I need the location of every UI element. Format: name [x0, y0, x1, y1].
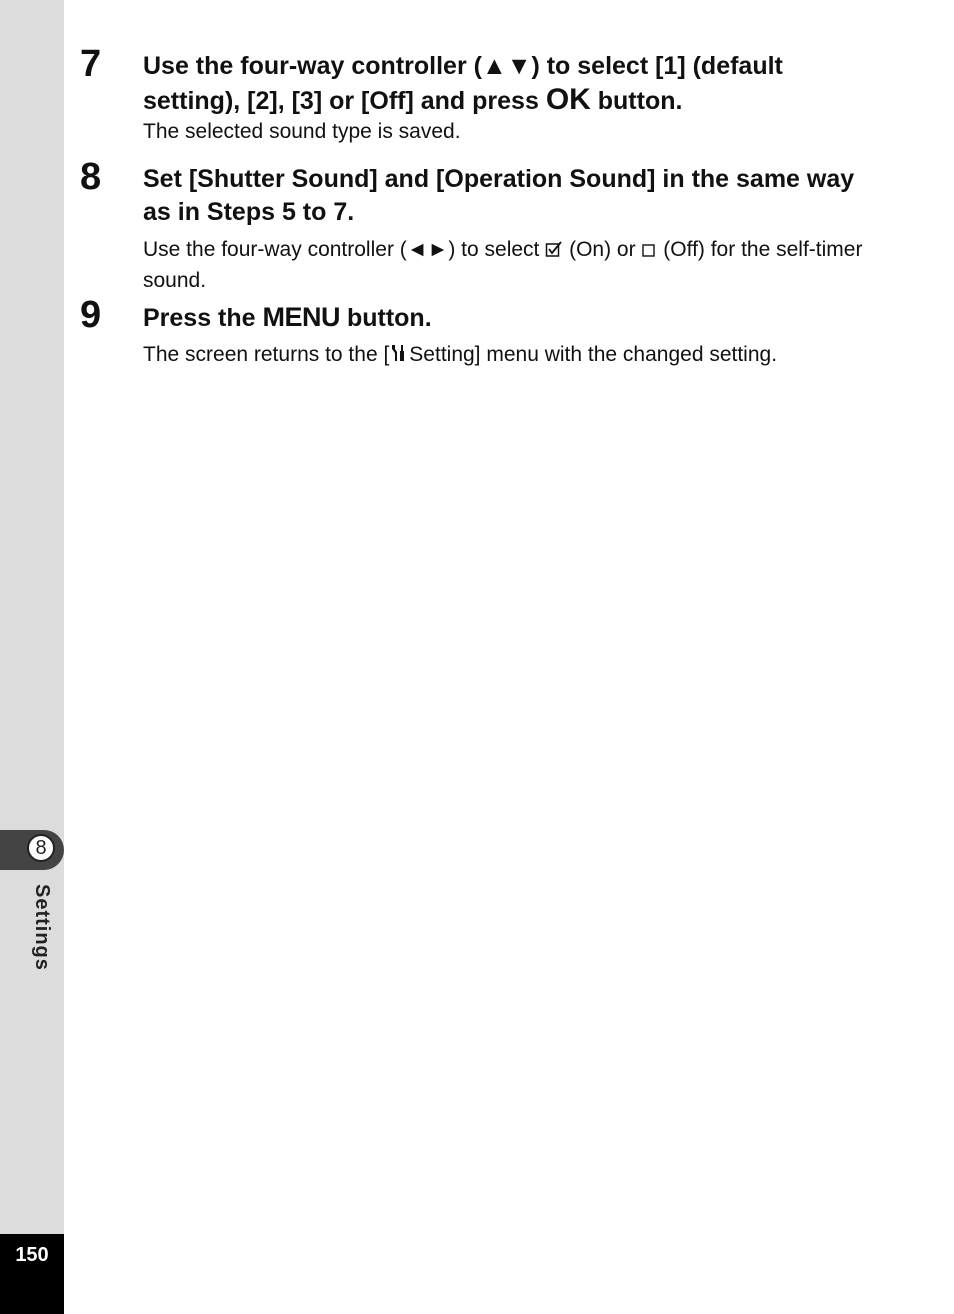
step-title: Press the MENU button. — [143, 302, 432, 332]
step-body: The screen returns to the [ Setting] menu with the changed setting. — [143, 340, 883, 371]
step-number: 7 — [80, 43, 102, 85]
page-number: 150 — [15, 1244, 49, 1266]
chapter-label: Settings — [31, 884, 53, 971]
chapter-number: 8 — [27, 834, 55, 862]
step-number: 9 — [80, 294, 102, 336]
step-number: 8 — [80, 156, 102, 198]
ok-button-icon: OK — [545, 83, 591, 116]
step-body: The selected sound type is saved. — [143, 120, 461, 143]
checkbox-empty-icon — [641, 237, 657, 266]
checkbox-checked-icon — [545, 237, 563, 266]
step-title: Use the four-way controller (▲▼) to select [1] (default setting), [2], [3] or [Off] and press OK button. — [143, 52, 783, 116]
step-title: Set [Shutter Sound] and [Operation Sound] in the same way as in Steps 5 to 7. — [143, 165, 855, 226]
menu-button-icon: MENU — [262, 302, 341, 332]
up-down-arrows-icon: ▲▼ — [481, 52, 532, 80]
step-body: Use the four-way controller (◄►) to select (On) or (Off) for the self-timer sound. — [143, 238, 863, 292]
side-strip — [0, 0, 64, 1314]
wrench-setting-icon — [389, 342, 409, 371]
left-right-arrows-icon: ◄► — [406, 238, 449, 261]
